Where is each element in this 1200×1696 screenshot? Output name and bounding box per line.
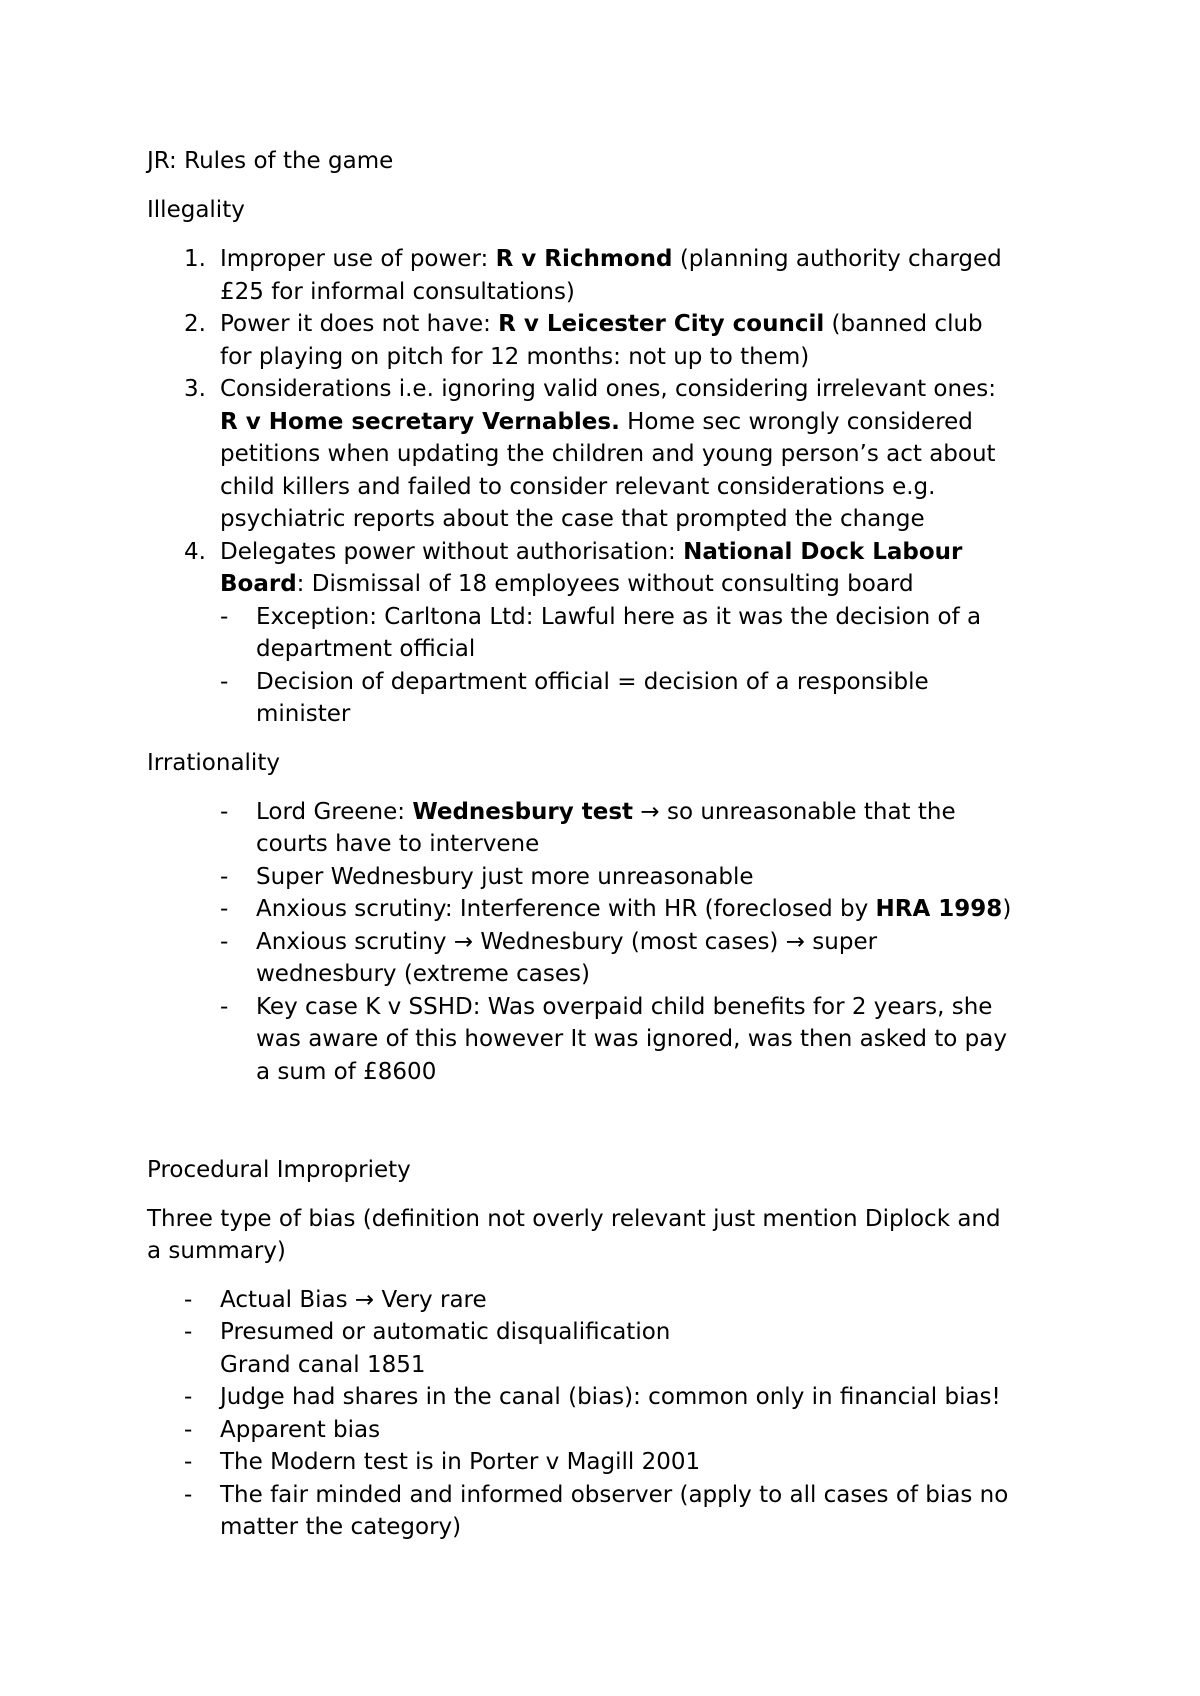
bullet-text bbox=[256, 893, 1011, 925]
text-run: petitions when updating the children and young person’s act about bbox=[220, 441, 996, 467]
dash-bullet: - bbox=[184, 1319, 193, 1345]
text-run: psychiatric reports about the case that prompted the change bbox=[220, 506, 925, 532]
list-item-text bbox=[220, 341, 809, 373]
dash-bullet: - bbox=[220, 799, 229, 825]
text-run: Anxious scrutiny → Wednesbury (most cases) → super bbox=[256, 929, 878, 955]
dash-bullet: - bbox=[184, 1482, 193, 1508]
bullet-text: matter the category) bbox=[220, 1514, 462, 1540]
bullet-text: Apparent bias bbox=[220, 1417, 381, 1443]
list-marker-1: 1. bbox=[184, 246, 206, 272]
paragraph-text: Three type of bias (definition not overly relevant just mention Diplock and bbox=[147, 1206, 1001, 1232]
bullet-text: Judge had shares in the canal (bias): common only in financial bias! bbox=[220, 1384, 1001, 1410]
bullet-text bbox=[256, 958, 590, 990]
bullet-text bbox=[256, 698, 350, 730]
dash-bullet: - bbox=[184, 1287, 193, 1313]
text-run: → so unreasonable that the bbox=[633, 799, 956, 825]
text-run: : Dismissal of 18 employees without consulting board bbox=[296, 571, 914, 597]
text-run: wednesbury (extreme cases) bbox=[256, 961, 590, 987]
dash-bullet: - bbox=[220, 604, 229, 630]
text-run: for playing on pitch for 12 months: not up to them) bbox=[220, 344, 810, 370]
case-name: R v Richmond bbox=[495, 246, 673, 272]
bullet-text bbox=[256, 1056, 436, 1088]
text-run: Improper use of power: bbox=[220, 246, 496, 272]
bullet-text: The fair minded and informed observer (apply to all cases of bias no bbox=[220, 1482, 1009, 1508]
text-run: a sum of £8600 bbox=[256, 1059, 437, 1085]
case-name: Wednesbury test bbox=[412, 799, 634, 825]
list-item-text bbox=[220, 406, 973, 438]
bullet-text bbox=[256, 828, 539, 860]
list-item-text bbox=[220, 536, 962, 568]
bullet-text bbox=[256, 861, 754, 893]
list-item-text bbox=[220, 471, 935, 503]
text-run: department official bbox=[256, 636, 476, 662]
list-marker-2: 2. bbox=[184, 311, 206, 337]
text-run: Delegates power without authorisation: bbox=[220, 539, 684, 565]
paragraph-text: a summary) bbox=[147, 1238, 286, 1264]
dash-bullet: - bbox=[184, 1449, 193, 1475]
list-marker-3: 3. bbox=[184, 376, 206, 402]
text-run: was aware of this however It was ignored, was then asked to pay bbox=[256, 1026, 1007, 1052]
list-item-text bbox=[220, 373, 996, 405]
case-name: HRA 1998 bbox=[875, 896, 1003, 922]
bullet-text bbox=[256, 601, 981, 633]
case-name: National Dock Labour bbox=[683, 539, 963, 565]
text-run: Home sec wrongly considered bbox=[619, 409, 973, 435]
bullet-text bbox=[256, 796, 956, 828]
bullet-text bbox=[256, 991, 992, 1023]
section-heading-illegality: Illegality bbox=[147, 197, 245, 223]
bullet-text: Grand canal 1851 bbox=[220, 1352, 426, 1378]
text-run: ) bbox=[1002, 896, 1012, 922]
text-run: courts have to intervene bbox=[256, 831, 540, 857]
bullet-text bbox=[256, 1023, 1007, 1055]
bullet-text bbox=[256, 633, 475, 665]
dash-bullet: - bbox=[220, 864, 229, 890]
dash-bullet: - bbox=[220, 929, 229, 955]
text-run: Considerations i.e. ignoring valid ones, considering irrelevant ones: bbox=[220, 376, 996, 402]
text-run: Power it does not have: bbox=[220, 311, 499, 337]
section-heading-irrationality: Irrationality bbox=[147, 750, 280, 776]
text-run: (planning authority charged bbox=[672, 246, 1002, 272]
document-title: JR: Rules of the game bbox=[147, 148, 394, 174]
text-run: Decision of department official = decision of a responsible bbox=[256, 669, 929, 695]
text-run: Exception: Carltona Ltd: Lawful here as it was the decision of a bbox=[256, 604, 982, 630]
list-item-text bbox=[220, 243, 1002, 275]
bullet-text: Presumed or automatic disqualification bbox=[220, 1319, 671, 1345]
list-item-text bbox=[220, 438, 996, 470]
text-run: minister bbox=[256, 701, 351, 727]
list-item-text bbox=[220, 308, 983, 340]
text-run: Super Wednesbury just more unreasonable bbox=[256, 864, 754, 890]
dash-bullet: - bbox=[220, 994, 229, 1020]
dash-bullet: - bbox=[220, 669, 229, 695]
bullet-text bbox=[256, 926, 877, 958]
section-heading-procedural-impropriety: Procedural Impropriety bbox=[147, 1157, 411, 1183]
dash-bullet: - bbox=[184, 1384, 193, 1410]
text-run: Anxious scrutiny: Interference with HR (foreclosed by bbox=[256, 896, 876, 922]
text-run: £25 for informal consultations) bbox=[220, 279, 575, 305]
case-name: R v Home secretary Vernables. bbox=[220, 409, 620, 435]
list-marker-4: 4. bbox=[184, 539, 206, 565]
bullet-text: The Modern test is in Porter v Magill 2001 bbox=[220, 1449, 701, 1475]
list-item-text bbox=[220, 276, 575, 308]
bullet-text bbox=[256, 666, 929, 698]
text-run: (banned club bbox=[824, 311, 983, 337]
list-item-text bbox=[220, 503, 925, 535]
dash-bullet: - bbox=[220, 896, 229, 922]
text-run: Lord Greene: bbox=[256, 799, 413, 825]
list-item-text bbox=[220, 568, 914, 600]
dash-bullet: - bbox=[184, 1417, 193, 1443]
text-run: Key case K v SSHD: Was overpaid child benefits for 2 years, she bbox=[256, 994, 993, 1020]
case-name: R v Leicester City council bbox=[498, 311, 825, 337]
text-run: child killers and failed to consider relevant considerations e.g. bbox=[220, 474, 936, 500]
bullet-text: Actual Bias → Very rare bbox=[220, 1287, 487, 1313]
case-name: Board bbox=[220, 571, 297, 597]
